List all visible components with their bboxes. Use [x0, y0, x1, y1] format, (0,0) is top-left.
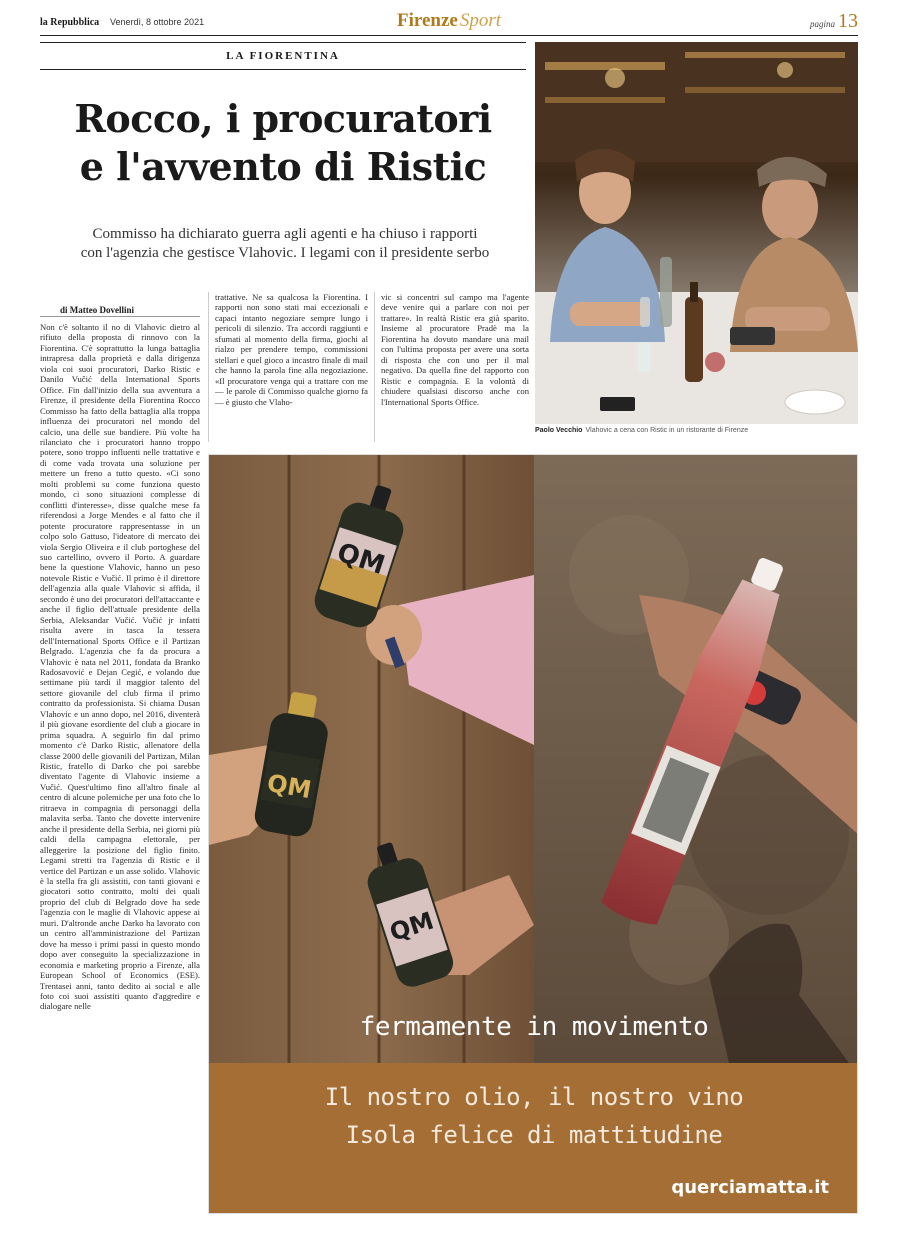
- bottle-label-1: QM: [333, 537, 389, 581]
- ad-slogan: fermamente in movimento: [359, 1012, 709, 1042]
- photo-caption: [535, 425, 858, 437]
- newspaper-name: la Repubblica: [40, 17, 100, 28]
- page-indicator: [810, 10, 858, 33]
- section-name: Sport: [459, 10, 502, 31]
- bottle-label-2: QM: [264, 768, 314, 805]
- city-edition: Firenze: [396, 10, 458, 31]
- subhead-line-1: Commisso ha dichiarato guerra agli agenti e ha chiuso i rapporti: [92, 226, 478, 242]
- ad-website-link[interactable]: querciamatta.it: [671, 1177, 829, 1198]
- article-headline: [40, 95, 526, 191]
- subhead-line-2: con l'agenzia che gestisce Vlahovic. I legami con il presidente serbo: [80, 245, 490, 261]
- restaurant-photo: [535, 42, 858, 424]
- ad-tagline-1: Il nostro olio, il nostro vino: [324, 1083, 744, 1111]
- article-subheadline: [60, 225, 510, 263]
- advertisement[interactable]: [208, 454, 858, 1214]
- headline-line-1: Rocco, i procuratori: [74, 96, 492, 141]
- article-photo: [535, 42, 858, 424]
- byline-divider: [40, 316, 200, 317]
- article-body-column-3: vic si concentri sul campo ma l'agente deve venire qui a parlare con noi per trattare». In realtà Ristic era già sparito. Insieme al procuratore Pradè ma la Fiorentina ha dovuto mandare una mail con l'ultima proposta per avere una sorta di risposta che con uno per il mal negativo. Da quella fine del rapporto con Ristic e compagnia. E la volontà di chiudere qualsiasi discorso anche con l'International Sports Office.: [374, 292, 529, 442]
- article-body-column-1: Non c'è soltanto il no di Vlahovic dietro al rifiuto della proposta di rinnovo con la Fiorentina. C'è soprattutto la lunga battaglia intrapresa dalla proprietà e dalla dirigenza viola coi suoi procuratori, Darko Ristic e Danilo Vučić della International Sports Office. Fin dall'inizio della sua avventura a Firenze, il presidente della Fiorentina Rocco Commisso ha fatto della battaglia alla troppa influenza dei procuratori nel mondo del calcio, una delle sue bandiere. Più volte ha rilanciato che i procuratori hanno troppo potere, sono troppo influenti nelle trattative e di come vada trovata una soluzione per mettere un freno a tutto questo. «Ci sono molti problemi su come funziona questo mondo, ci sono situazioni complesse di conflitti d'interesse», disse qualche mese fa riferendosi a Jorge Mendes e al fatto che il potente procuratore rappresentasse in un colpo solo Gattuso, l'ideatore di mercato dei viola Sergio Oliveira e il club portoghese del suo cartellino, ovvero il Porto. A guardare bene la questione Vlahovic, hanno un peso notevole Ristic e Vučić. Il primo è il direttore dell'agenzia alla quale Vlahovic si affida, il secondo è uno dei procuratori dell'attaccante e anche il figlio dell'attuale presidente della Serbia, Aleksandar Vučić. Vučić jr infatti risulta avere in tasca la tessera dell'International Sports Office e il Partizan Belgrado. L'agenzia che fa da procura a Vlahovic è nata nel 2011, fondata da Branko Radosavović e Dejan Cegić, e volando due settimane più tardi il maggior talento del settore giovanile del club firma il primo contratto da professionista. Si chiama Dusan Vlahovic e un anno dopo, nel 2016, diventerà il più giovane esordiente del club a giocare in prima squadra. A seguirlo fin dal primo momento c'è Darko Ristic, allenatore della classe 2000 delle giovanili del Partizan, Milan Ristic, fratello di Darko che poi sarebbe diventato l'agente di Vlahovic insieme a Vučić. Quest'ultimo fino all'altro finale al centro di alcune polemiche per una foto che lo ritraeva in compagnia di personaggi della malavita serba. Tanto che dovette intervenire anche il presidente della Serbia, nei giorni più caldi della campagna elettorale, per alleggerire la posizione del figlio finito. Legami stretti tra l'agenzia di Ristic e il vertice del Partizan e un asse solido. Vlahovic è la stella fra gli assistiti, con tanti giovani e giocatori sotto contratto, molti dei quali proprio del club di Belgrado dove ha sede l'agenzia con le maglie di Vlahovic appese ai muri. D'altronde anche Darko ha lavorato con un centro all'amministrazione del Partizan dove ha messo i primi passi in questo mondo dopo aver conseguito la specializzazione in economia e marketing proprio a Firenze, alla European School of Economics (ESE). Trentasei anni, tanto dedito ai social e alle foto coi suoi assistiti quanto d'aggredire e dialogare nelle: [40, 322, 200, 1012]
- article-body-column-2: trattative. Ne sa qualcosa la Fiorentina. I rapporti non sono stati mai eccezionali e capaci intanto negoziare sempre lungo i pericoli di silenzio. Tra accordi raggiunti e sfumati al momento della firma, giochi al rialzo per prendere tempo, commissioni stellari e quel gioco a incastro finale di mail che hanno la parola fine alla negoziazione. «Il procuratore venga qui a trattare con me — le parole di Commisso qualche giorno fa — è giusto che Vlaho-: [208, 292, 368, 442]
- article-byline: di Matteo Dovellini: [60, 305, 134, 315]
- issue-date: Venerdì, 8 ottobre 2021: [110, 17, 205, 27]
- section-header: [40, 10, 858, 32]
- photo-credit: Paolo Vecchio: [535, 427, 583, 434]
- page-label: pagina: [809, 19, 835, 29]
- photo-caption-text: Vlahovic a cena con Ristic in un ristorante di Firenze: [585, 427, 749, 434]
- article-kicker: LA FIORENTINA: [40, 42, 526, 70]
- bottle-label-3: QM: [386, 906, 438, 947]
- headline-line-2: e l'avvento di Ristic: [79, 144, 487, 189]
- page-number: 13: [838, 10, 858, 32]
- ad-photo: [209, 455, 858, 1063]
- masthead: [40, 10, 858, 36]
- ad-tagline-2: Isola felice di mattitudine: [345, 1121, 723, 1149]
